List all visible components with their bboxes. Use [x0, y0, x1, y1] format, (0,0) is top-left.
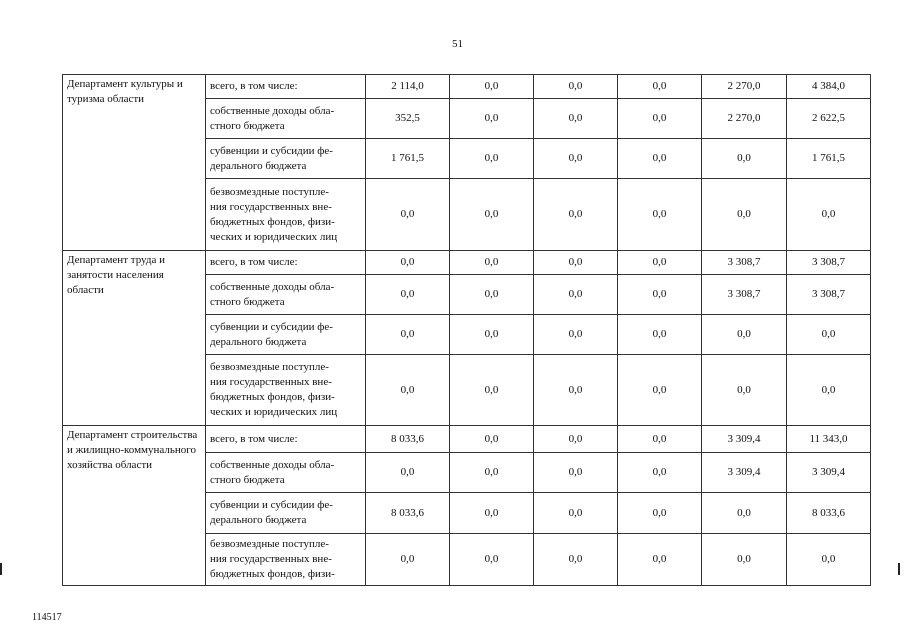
- amount-cell: 0,0: [534, 493, 618, 534]
- amount-cell: 2 622,5: [787, 99, 871, 139]
- funding-source-line: всего, в том числе:: [210, 80, 298, 92]
- amount-cell: 1 761,5: [366, 139, 450, 179]
- table-row: [63, 75, 871, 99]
- amount-cell: 3 308,7: [787, 275, 871, 315]
- funding-source-line: всего, в том числе:: [210, 256, 298, 268]
- amount-cell: 3 309,4: [787, 453, 871, 493]
- funding-source-cell: [206, 179, 366, 251]
- funding-source-cell: [206, 139, 366, 179]
- funding-source-cell: [206, 355, 366, 426]
- funding-source-cell: [206, 75, 366, 99]
- amount-cell: 0,0: [366, 251, 450, 275]
- funding-source-line: всего, в том числе:: [210, 432, 298, 445]
- funding-source-line: стного бюджета: [210, 295, 285, 308]
- amount-cell: 0,0: [618, 355, 702, 426]
- amount-cell: 0,0: [702, 139, 787, 179]
- funding-source-line: дерального бюджета: [210, 335, 307, 348]
- amount-cell: 0,0: [450, 179, 534, 251]
- amount-cell: 0,0: [618, 179, 702, 251]
- amount-cell: 0,0: [702, 534, 787, 586]
- amount-cell: 8 033,6: [366, 426, 450, 453]
- amount-cell: 3 309,4: [702, 453, 787, 493]
- amount-cell: 2 270,0: [702, 99, 787, 139]
- funding-source-cell: [206, 275, 366, 315]
- amount-cell: 0,0: [618, 75, 702, 99]
- amount-cell: 0,0: [618, 534, 702, 586]
- amount-cell: 0,0: [618, 139, 702, 179]
- amount-cell: 0,0: [702, 493, 787, 534]
- right-edge-mark: [898, 563, 900, 575]
- amount-cell: 0,0: [618, 493, 702, 534]
- amount-cell: 0,0: [450, 453, 534, 493]
- amount-cell: 0,0: [366, 534, 450, 586]
- amount-cell: 0,0: [787, 534, 871, 586]
- funding-source-line: бюджетных фондов, физи-: [210, 215, 335, 228]
- amount-cell: 0,0: [534, 75, 618, 99]
- amount-cell: 0,0: [534, 534, 618, 586]
- table-body: [63, 75, 871, 586]
- amount-cell: 0,0: [366, 355, 450, 426]
- amount-cell: 0,0: [618, 426, 702, 453]
- funding-source-line: субвенции и субсидии фе-: [210, 499, 333, 511]
- funding-source-line: бюджетных фондов, физи-: [210, 568, 335, 580]
- amount-cell: 3 309,4: [702, 426, 787, 453]
- amount-cell: 0,0: [450, 139, 534, 179]
- funding-source-line: стного бюджета: [210, 473, 285, 486]
- amount-cell: 0,0: [450, 426, 534, 453]
- amount-cell: 0,0: [534, 275, 618, 315]
- amount-cell: 8 033,6: [787, 493, 871, 534]
- amount-cell: 2 270,0: [702, 75, 787, 99]
- funding-source-cell: [206, 99, 366, 139]
- amount-cell: 2 114,0: [366, 75, 450, 99]
- funding-source-line: субвенции и субсидии фе-: [210, 144, 333, 157]
- funding-source-line: дерального бюджета: [210, 514, 307, 526]
- amount-cell: 3 308,7: [702, 251, 787, 275]
- amount-cell: 352,5: [366, 99, 450, 139]
- funding-source-line: ния государственных вне-: [210, 376, 332, 388]
- amount-cell: 0,0: [450, 275, 534, 315]
- funding-source-line: дерального бюджета: [210, 159, 307, 172]
- department-name: Департамент культуры и туризма области: [63, 75, 206, 251]
- amount-cell: 0,0: [702, 315, 787, 355]
- funding-source-cell: [206, 251, 366, 275]
- amount-cell: 0,0: [618, 251, 702, 275]
- amount-cell: 0,0: [450, 99, 534, 139]
- funding-source-line: собственные доходы обла-: [210, 104, 335, 117]
- funding-source-line: безвозмездные поступле-: [210, 538, 329, 550]
- amount-cell: 0,0: [534, 99, 618, 139]
- table-row: [63, 251, 871, 275]
- funding-source-line: стного бюджета: [210, 119, 285, 132]
- funding-source-line: ния государственных вне-: [210, 200, 332, 213]
- amount-cell: 0,0: [534, 315, 618, 355]
- funding-source-line: субвенции и субсидии фе-: [210, 320, 333, 333]
- amount-cell: 0,0: [618, 99, 702, 139]
- amount-cell: 0,0: [450, 251, 534, 275]
- amount-cell: 0,0: [366, 453, 450, 493]
- amount-cell: 0,0: [618, 453, 702, 493]
- amount-cell: 0,0: [702, 179, 787, 251]
- funding-source-line: бюджетных фондов, физи-: [210, 391, 335, 403]
- department-name: Департамент труда и занятости населения области: [63, 251, 206, 426]
- amount-cell: 0,0: [787, 355, 871, 426]
- budget-table: [62, 74, 871, 586]
- amount-cell: 0,0: [787, 179, 871, 251]
- amount-cell: 0,0: [618, 275, 702, 315]
- amount-cell: 0,0: [534, 139, 618, 179]
- amount-cell: 0,0: [366, 179, 450, 251]
- funding-source-line: собственные доходы обла-: [210, 280, 335, 293]
- amount-cell: 0,0: [366, 315, 450, 355]
- funding-source-line: ческих и юридических лиц: [210, 406, 338, 418]
- funding-source-cell: [206, 493, 366, 534]
- funding-source-cell: [206, 426, 366, 453]
- amount-cell: 0,0: [702, 355, 787, 426]
- funding-source-line: безвозмездные поступле-: [210, 361, 329, 373]
- amount-cell: 11 343,0: [787, 426, 871, 453]
- amount-cell: 3 308,7: [702, 275, 787, 315]
- funding-source-cell: [206, 315, 366, 355]
- document-code: 114517: [32, 612, 62, 623]
- amount-cell: 0,0: [534, 453, 618, 493]
- amount-cell: 0,0: [450, 315, 534, 355]
- amount-cell: 4 384,0: [787, 75, 871, 99]
- funding-source-cell: [206, 534, 366, 586]
- amount-cell: 0,0: [534, 179, 618, 251]
- funding-source-line: собственные доходы обла-: [210, 458, 335, 471]
- funding-source-line: ния государственных вне-: [210, 553, 332, 565]
- amount-cell: 0,0: [366, 275, 450, 315]
- amount-cell: 0,0: [450, 75, 534, 99]
- left-edge-mark: [0, 563, 2, 575]
- table-row: [63, 426, 871, 453]
- amount-cell: 0,0: [450, 355, 534, 426]
- funding-source-cell: [206, 453, 366, 493]
- amount-cell: 0,0: [618, 315, 702, 355]
- amount-cell: 0,0: [534, 251, 618, 275]
- funding-source-line: ческих и юридических лиц: [210, 230, 338, 243]
- amount-cell: 0,0: [534, 355, 618, 426]
- amount-cell: 8 033,6: [366, 493, 450, 534]
- amount-cell: 0,0: [787, 315, 871, 355]
- amount-cell: 1 761,5: [787, 139, 871, 179]
- amount-cell: 0,0: [534, 426, 618, 453]
- department-name: Департамент строительства и жилищно-коммунального хозяйства области: [63, 426, 206, 586]
- amount-cell: 0,0: [450, 534, 534, 586]
- amount-cell: 0,0: [450, 493, 534, 534]
- page-number: 51: [452, 38, 463, 50]
- amount-cell: 3 308,7: [787, 251, 871, 275]
- funding-source-line: безвозмездные поступле-: [210, 185, 329, 198]
